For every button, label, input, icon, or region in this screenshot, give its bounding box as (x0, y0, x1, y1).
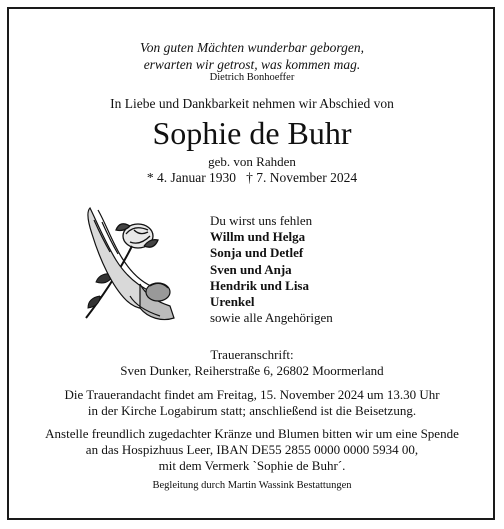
mourner-name: Hendrik und Lisa (210, 277, 309, 293)
quote-line-2: erwarten wir getrost, was kommen mag. (143, 57, 361, 72)
mourner-name: Sonja und Detlef (210, 245, 304, 261)
address-value: Sven Dunker, Reiherstraße 6, 26802 Moormerland (120, 363, 384, 378)
address-block (0, 347, 504, 379)
quote-line-1: Von guten Mächten wunderbar geborgen, (139, 40, 365, 55)
intro-text: In Liebe und Dankbarkeit nehmen wir Abschied von (110, 96, 394, 111)
mourners-intro: Du wirst uns fehlen (210, 213, 313, 228)
mourner-name: Urenkel (210, 294, 255, 310)
life-dates: * 4. Januar 1930 † 7. November 2024 (146, 170, 358, 185)
donation-line-3: mit dem Vermerk `Sophie de Buhr´. (158, 458, 346, 473)
maiden-name: geb. von Rahden (208, 154, 296, 169)
donation-info (0, 426, 504, 474)
donation-line-1: Anstelle freundlich zugedachter Kränze und Blumen bitten wir um eine Spende (45, 426, 459, 441)
service-line-1: Die Trauerandacht findet am Freitag, 15. November 2024 um 13.30 Uhr (64, 387, 440, 402)
quote-author: Dietrich Bonhoeffer (209, 72, 295, 83)
address-label: Traueranschrift: (210, 347, 294, 362)
mourners-closing: sowie alle Angehörigen (210, 310, 333, 326)
deceased-name: Sophie de Buhr (152, 115, 352, 151)
mourner-name: Sven und Anja (210, 261, 292, 277)
service-info (0, 387, 504, 419)
undertaker-credit: Begleitung durch Martin Wassink Bestattungen (152, 480, 352, 491)
service-line-2: in der Kirche Logabirum statt; anschließend ist die Beisetzung. (87, 403, 417, 418)
quote (0, 39, 504, 73)
mourners-block (210, 213, 333, 326)
donation-line-2: an das Hospizhuus Leer, IBAN DE55 2855 0000 0000 5934 00, (85, 442, 419, 457)
mourner-name: Willm und Helga (210, 229, 306, 245)
praying-hands-rose-icon (60, 200, 180, 328)
